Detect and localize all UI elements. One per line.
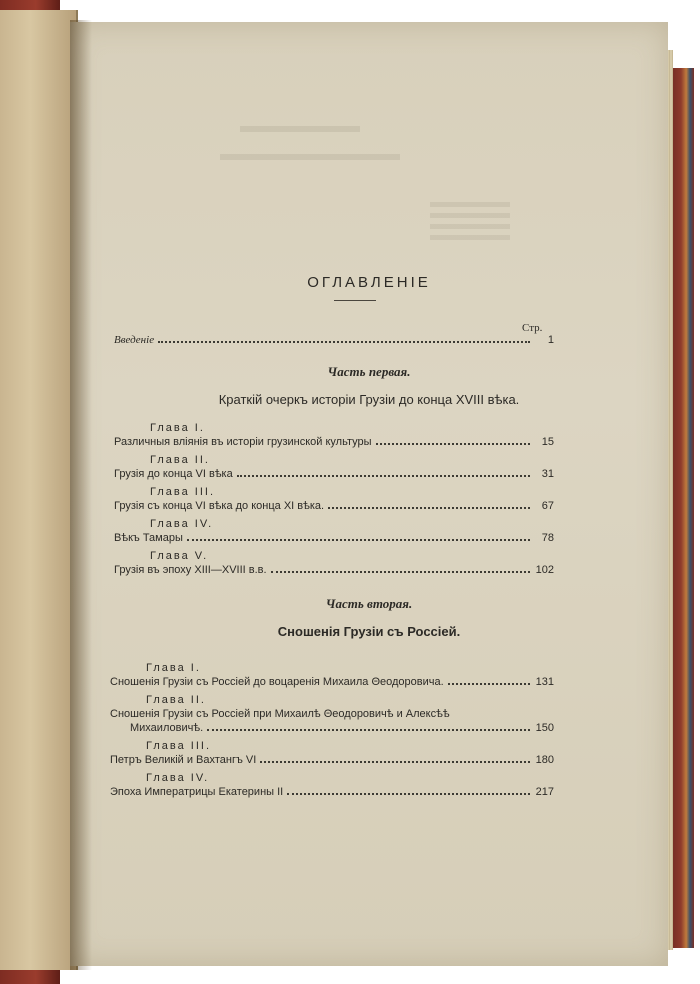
toc-entry[interactable] [114,532,554,548]
toc-entry-page: 31 [541,468,554,480]
bleed-through [430,202,510,242]
dot-leader [271,571,530,573]
part-heading: Краткiй очеркъ исторiи Грузiи до конца XVIII вѣка. [218,392,520,407]
dot-leader [287,793,530,795]
chapter-label: Глава IV. [150,518,214,530]
toc-entry[interactable] [110,786,554,802]
chapter-label: Глава I. [150,422,205,434]
toc-entry-page: 131 [535,676,554,688]
book-page [70,22,668,966]
toc-entry[interactable] [114,468,554,484]
title-rule [334,300,376,301]
toc-entry-text: Эпоха Императрицы Екатерины II [110,786,284,798]
toc-entry-page: 102 [535,564,554,576]
toc-content [70,22,668,966]
bleed-through [240,126,360,132]
toc-entry-intro[interactable] [114,334,554,350]
toc-entry-text: Михаиловичѣ. [130,722,204,734]
left-page [0,10,78,970]
toc-entry-text: Различныя влiянiя въ исторiи грузинской культуры [114,436,372,448]
dot-leader [260,761,530,763]
part-label: Часть вторая. [325,596,413,611]
toc-entry-text: Грузiя до конца VI вѣка [114,468,233,480]
part-label: Часть первая. [327,364,411,379]
toc-title: ОГЛАВЛЕНIЕ [307,274,431,291]
toc-entry-page: 15 [541,436,554,448]
toc-entry-page: 67 [541,500,554,512]
dot-leader [207,729,530,731]
toc-entry-page: 150 [535,722,554,734]
toc-entry-text-line1: Сношенiя Грузiи съ Россiей при Михаилѣ Θеодоровичѣ и Алексѣѣ [110,708,450,720]
toc-entry-text: Введенiе [114,334,155,346]
dot-leader [237,475,530,477]
chapter-label: Глава II. [146,694,206,706]
toc-entry[interactable] [110,676,554,692]
dot-leader [448,683,530,685]
chapter-label: Глава II. [150,454,210,466]
toc-entry[interactable] [130,722,554,738]
toc-entry[interactable] [114,564,554,580]
dot-leader [328,507,530,509]
page-column-label: Стр. [522,322,543,334]
dot-leader [187,539,530,541]
chapter-label: Глава IV. [146,772,210,784]
toc-entry-text: Грузiя въ эпоху XIII—XVIII в.в. [114,564,267,576]
toc-entry-text: Сношенiя Грузiи съ Россiей до воцаренiя Михаила Θеодоровича. [110,676,444,688]
toc-entry-text: Петръ Великiй и Вахтангъ VI [110,754,257,766]
chapter-label: Глава V. [150,550,209,562]
chapter-label: Глава III. [150,486,215,498]
toc-entry-page: 217 [535,786,554,798]
toc-entry[interactable] [114,500,554,516]
chapter-label: Глава III. [146,740,211,752]
toc-entry-text: Вѣкъ Тамары [114,532,183,544]
toc-entry[interactable] [114,436,554,452]
toc-entry-page: 78 [541,532,554,544]
dot-leader [158,341,530,343]
spine-shadow [70,20,92,970]
toc-entry[interactable] [110,754,554,770]
part-heading: Сношенiя Грузiи съ Россiей. [277,624,461,639]
toc-entry-page: 1 [547,334,554,346]
chapter-label: Глава I. [146,662,201,674]
bleed-through [220,154,400,160]
dot-leader [376,443,530,445]
toc-entry-text: Грузiя съ конца VI вѣка до конца XI вѣка. [114,500,325,512]
toc-entry-page: 180 [535,754,554,766]
